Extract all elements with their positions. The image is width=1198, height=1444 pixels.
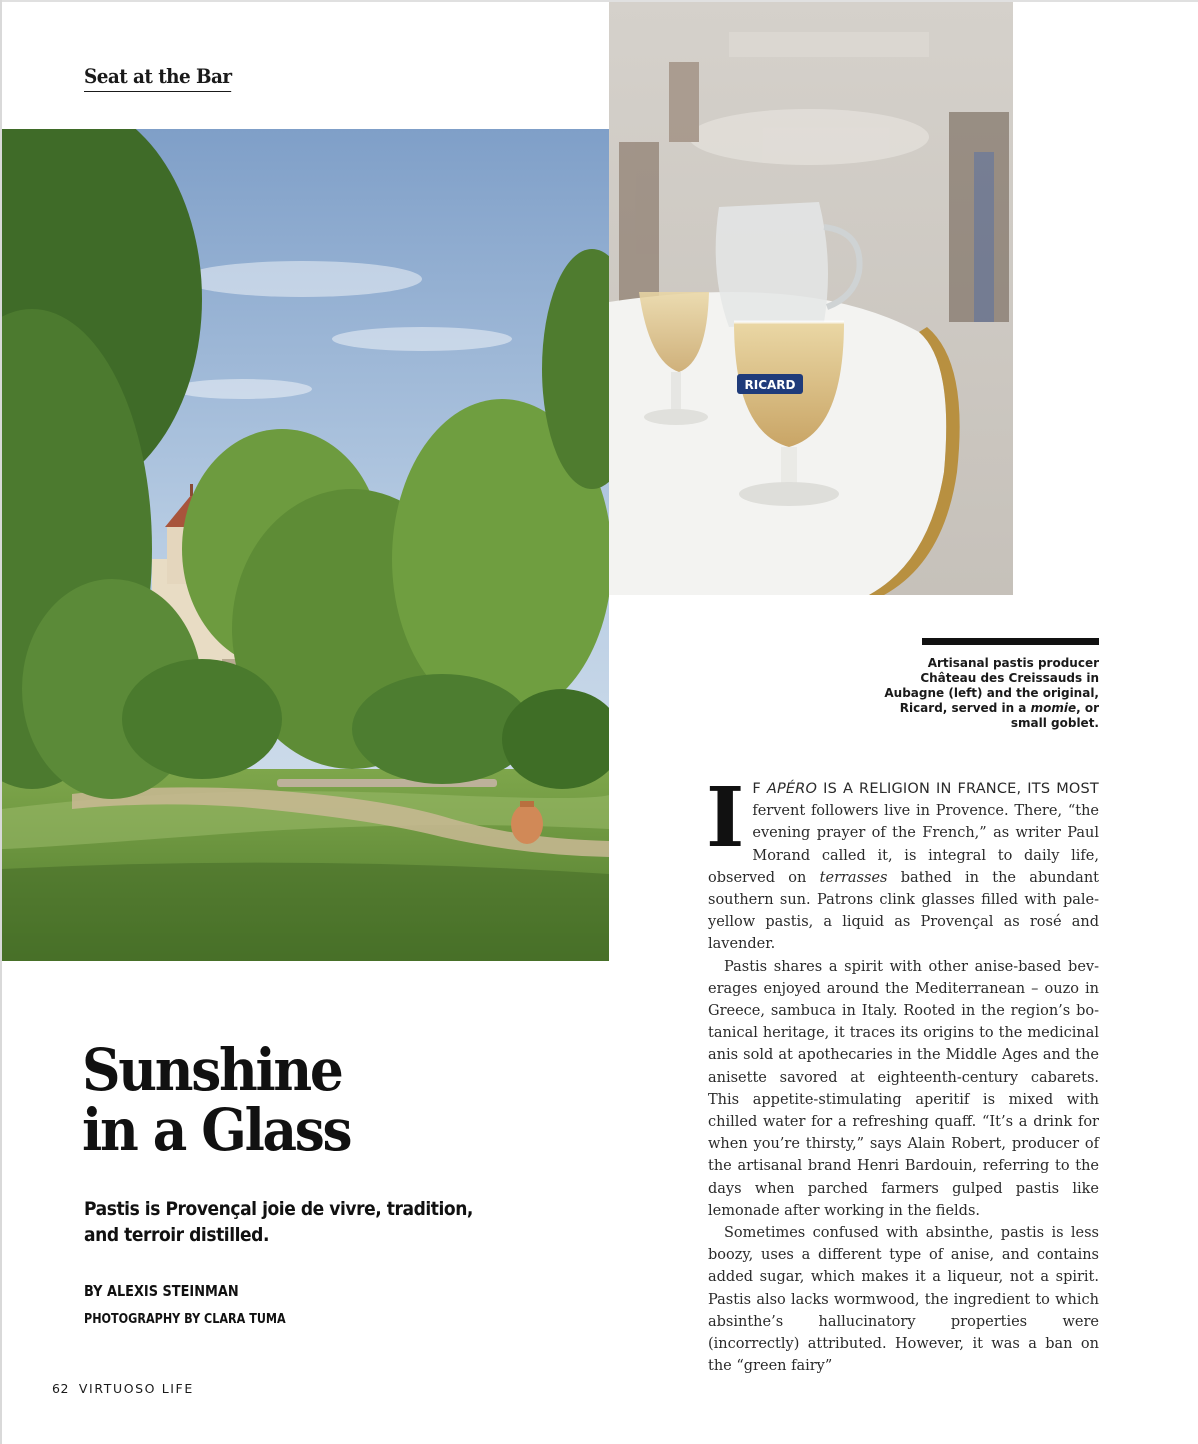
- photo-credit: PHOTOGRAPHY BY CLARA TUMA: [84, 1312, 286, 1327]
- svg-text:RICARD: RICARD: [744, 378, 796, 392]
- body-paragraph-1: I F APÉRO IS A RELIGION IN FRANCE, ITS MOST fervent followers live in Provence. There, “the evening prayer of the French,” as writer Paul Morand called it, is integral to daily life, observed on terrasses bathed in the abundant southern sun. Patrons clink glasses filled with pale-yellow pastis, a liquid as Provençal as rosé and lavender.: [706, 770, 1099, 953]
- lead-in: F APÉRO IS A RELIGION IN FRANCE, ITS MOST: [752, 781, 1099, 797]
- drop-cap: I: [706, 770, 745, 866]
- folio: [52, 1381, 194, 1396]
- dek: Pastis is Provençal joie de vivre, tradition, and terroir distilled.: [84, 1198, 473, 1246]
- headline-line-1: Sunshine: [82, 1036, 342, 1104]
- caption-rule: [922, 638, 1099, 645]
- publication-name: VIRTUOSO LIFE: [78, 1381, 194, 1396]
- caption-text: Artisanal pastis producer Château des Creissauds in Aubagne (left) and the original, Ricard, served in a: [884, 656, 1099, 715]
- photo-caption: [880, 656, 1099, 731]
- headline-line-2: in a Glass: [82, 1096, 351, 1164]
- body-paragraph-2: Pastis shares a spirit with other anise-based beverages enjoyed around the Mediterranean – ouzo in Greece, sambuca in Italy. Rooted in the region’s botanical heritage, it traces its origins to the medicinal anis sold at apothecaries in the Middle Ages and the anisette savored at eighteenth-century cabarets. This appetite-stimulating aperitif is mixed with chilled water for a refreshing quaff. “It’s a drink for when you’re thirsty,” says Alain Robert, producer of the artisanal brand Henri Bardouin, referring to the days when parched farmers gulped pastis like lemonade after working in the fields.: [708, 958, 1099, 1219]
- section-label: Seat at the Bar: [84, 64, 232, 92]
- caption-text-end: , or small goblet.: [1010, 701, 1099, 730]
- chateau-garden-photo: [2, 129, 609, 961]
- caption-italic: momie: [1030, 701, 1077, 715]
- page-number: 62: [52, 1381, 69, 1396]
- article-body: [706, 770, 1099, 1377]
- headline: [82, 1036, 351, 1164]
- page-top-edge: [0, 0, 1198, 2]
- byline: BY ALEXIS STEINMAN: [84, 1282, 239, 1300]
- body-paragraph-3: Sometimes confused with absinthe, pastis is less boozy, uses a different type of anise, and contains added sugar, which makes it a liqueur, not a spirit. Pastis also lacks wormwood, the ingredient to which absinthe’s hallucinatory properties were (incorrectly) attributed. However, it was a ban on the “green fairy”: [708, 1225, 1099, 1375]
- ricard-glasses-photo: [609, 2, 1013, 595]
